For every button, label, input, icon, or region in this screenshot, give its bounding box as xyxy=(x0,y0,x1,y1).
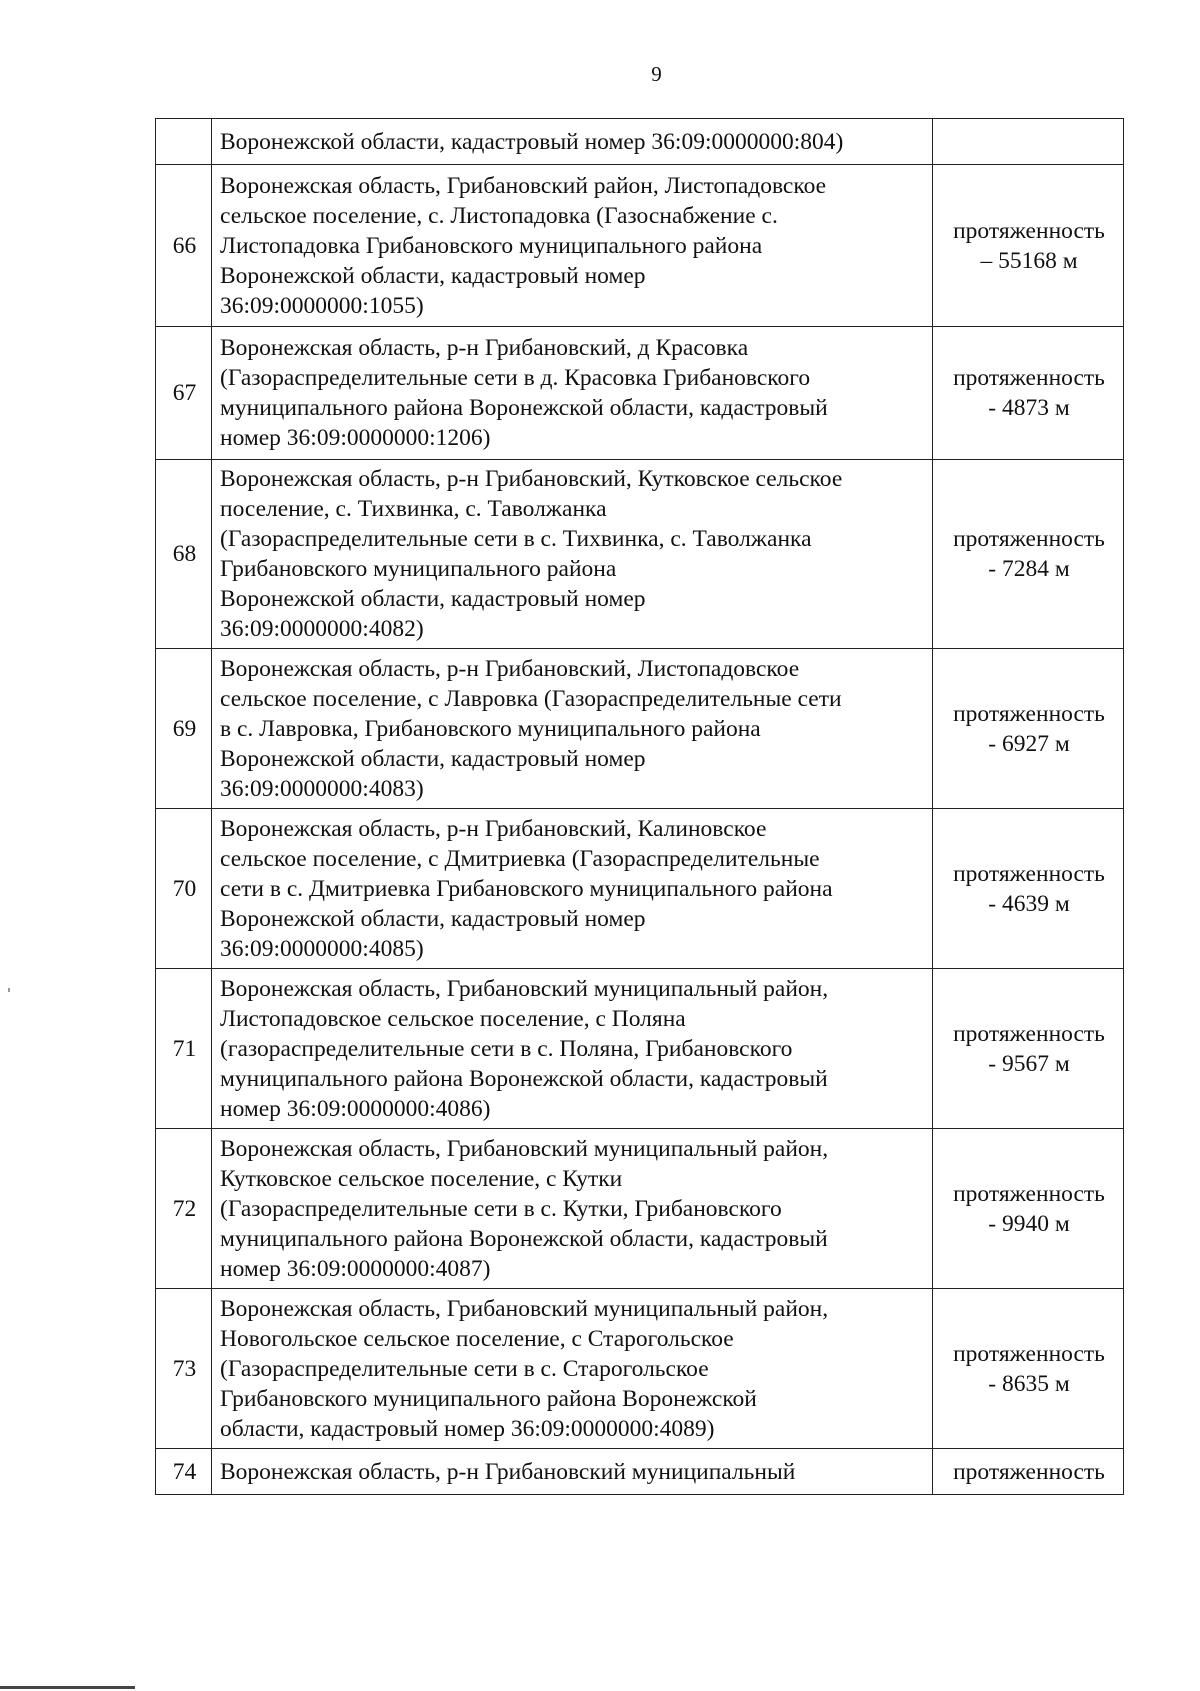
table-row xyxy=(156,1289,1124,1449)
scan-speck xyxy=(8,988,10,992)
length-line: - 7284 м xyxy=(988,556,1070,582)
description-line: Воронежская область, Грибановский муниципальный район, xyxy=(220,1135,829,1162)
row-number-cell: 69 xyxy=(156,649,212,809)
row-number-cell: 67 xyxy=(156,327,212,460)
page-number: 9 xyxy=(651,62,662,86)
row-number-cell: 66 xyxy=(156,165,212,327)
description-line: Листопадовское сельское поселение, с Поляна xyxy=(220,1005,686,1032)
length-cell xyxy=(933,460,1124,649)
description-line: Воронежская область, р-н Грибановский муниципальный xyxy=(220,1458,796,1485)
length-cell xyxy=(933,1289,1124,1449)
length-cell xyxy=(933,1129,1124,1289)
description-line: сельское поселение, с. Листопадовка (Газоснабжение с. xyxy=(220,202,778,229)
table-row xyxy=(156,1449,1124,1495)
object-description-cell xyxy=(212,1449,933,1495)
description-line: (Газораспределительные сети в с. Кутки, Грибановского xyxy=(220,1195,782,1222)
description-line: 36:09:0000000:4083) xyxy=(220,775,424,802)
object-description-cell xyxy=(212,1129,933,1289)
row-number-cell: 68 xyxy=(156,460,212,649)
object-description-cell xyxy=(212,649,933,809)
description-line: сельское поселение, с Лавровка (Газораспределительные сети xyxy=(220,685,842,712)
length-cell xyxy=(933,649,1124,809)
length-cell xyxy=(933,1449,1124,1495)
description-line: (Газораспределительные сети в с. Старогольское xyxy=(220,1355,709,1382)
description-line: в с. Лавровка, Грибановского муниципального района xyxy=(220,715,761,742)
description-line: номер 36:09:0000000:4087) xyxy=(220,1255,491,1282)
length-line: - 9567 м xyxy=(988,1050,1070,1077)
description-line: Новогольское сельское поселение, с Старогольское xyxy=(220,1325,734,1352)
description-line: Воронежской области, кадастровый номер xyxy=(220,905,646,932)
object-description-cell xyxy=(212,460,933,649)
length-cell xyxy=(933,809,1124,969)
description-line: Кутковское сельское поселение, с Кутки xyxy=(220,1165,623,1192)
description-line: поселение, с. Тихвинка, с. Таволжанка xyxy=(220,496,607,522)
description-line: сельское поселение, с Дмитриевка (Газораспределительные xyxy=(220,845,820,872)
length-line: - 8635 м xyxy=(988,1370,1070,1397)
description-line: муниципального района Воронежской области, кадастровый xyxy=(220,395,828,421)
length-line: протяженность xyxy=(953,860,1105,887)
description-line: номер 36:09:0000000:1206) xyxy=(220,425,491,451)
description-line: Воронежская область, р-н Грибановский, Калиновское xyxy=(220,815,767,842)
row-number-cell: 72 xyxy=(156,1129,212,1289)
description-line: (Газораспределительные сети в с. Тихвинка, с. Таволжанка xyxy=(220,526,812,552)
object-description-cell xyxy=(212,809,933,969)
length-line: протяженность xyxy=(953,217,1105,244)
description-line: (газораспределительные сети в с. Поляна, Грибановского xyxy=(220,1035,793,1062)
length-line: - 4873 м xyxy=(988,395,1070,421)
description-line: сети в с. Дмитриевка Грибановского муниципального района xyxy=(220,875,833,902)
description-line: Воронежская область, р-н Грибановский, д Красовка xyxy=(220,335,749,361)
length-line: - 9940 м xyxy=(988,1210,1070,1237)
description-line: муниципального района Воронежской области, кадастровый xyxy=(220,1225,828,1252)
registry-table-body xyxy=(156,119,1124,1495)
description-line: Воронежская область, р-н Грибановский, Кутковское сельское xyxy=(220,466,843,492)
length-cell xyxy=(933,119,1124,165)
description-line: Воронежская область, Грибановский муниципальный район, xyxy=(220,1295,829,1322)
description-line: Воронежская область, Грибановский район, Листопадовское xyxy=(220,172,827,199)
row-number-cell xyxy=(156,119,212,165)
description-line: 36:09:0000000:4082) xyxy=(220,616,424,642)
row-number-cell: 73 xyxy=(156,1289,212,1449)
length-line: протяженность xyxy=(953,526,1105,552)
table-row xyxy=(156,119,1124,165)
table-row xyxy=(156,969,1124,1129)
object-description-cell xyxy=(212,165,933,327)
table-row xyxy=(156,460,1124,649)
description-line: Грибановского муниципального района xyxy=(220,556,617,582)
length-line: протяженность xyxy=(953,1180,1105,1207)
table-row xyxy=(156,809,1124,969)
table-row xyxy=(156,165,1124,327)
description-line: номер 36:09:0000000:4086) xyxy=(220,1095,491,1122)
description-line: 36:09:0000000:1055) xyxy=(220,292,424,319)
description-line: 36:09:0000000:4085) xyxy=(220,935,424,962)
description-line: Воронежская область, Грибановский муниципальный район, xyxy=(220,975,829,1002)
length-line: протяженность xyxy=(953,1020,1105,1047)
length-line: - 6927 м xyxy=(988,730,1070,757)
length-line: протяженность xyxy=(953,1458,1105,1485)
description-line: области, кадастровый номер 36:09:0000000:4089) xyxy=(220,1415,715,1442)
description-line: (Газораспределительные сети в д. Красовка Грибановского xyxy=(220,365,811,391)
description-line: Воронежской области, кадастровый номер xyxy=(220,586,646,612)
table-row xyxy=(156,649,1124,809)
table-row xyxy=(156,1129,1124,1289)
object-description-cell xyxy=(212,327,933,460)
row-number-cell: 74 xyxy=(156,1449,212,1495)
table-row xyxy=(156,327,1124,460)
object-description-cell xyxy=(212,969,933,1129)
length-cell xyxy=(933,327,1124,460)
length-line: протяженность xyxy=(953,365,1105,391)
description-line: Воронежской области, кадастровый номер xyxy=(220,262,646,289)
row-number-cell: 71 xyxy=(156,969,212,1129)
description-line: Листопадовка Грибановского муниципального района xyxy=(220,232,763,259)
length-cell xyxy=(933,969,1124,1129)
scan-edge-mark xyxy=(0,1686,135,1689)
length-line: – 55168 м xyxy=(980,247,1078,274)
length-line: - 4639 м xyxy=(988,890,1070,917)
description-line: Грибановского муниципального района Воронежской xyxy=(220,1385,757,1412)
description-line: Воронежской области, кадастровый номер xyxy=(220,745,646,772)
description-line: Воронежская область, р-н Грибановский, Листопадовское xyxy=(220,655,800,682)
row-number-cell: 70 xyxy=(156,809,212,969)
description-line: Воронежской области, кадастровый номер 36:09:0000000:804) xyxy=(220,128,844,155)
gas-network-registry-table xyxy=(155,118,1124,1495)
object-description-cell xyxy=(212,1289,933,1449)
description-line: муниципального района Воронежской области, кадастровый xyxy=(220,1065,828,1092)
object-description-cell xyxy=(212,119,933,165)
length-line: протяженность xyxy=(953,700,1105,727)
length-cell xyxy=(933,165,1124,327)
length-line: протяженность xyxy=(953,1340,1105,1367)
